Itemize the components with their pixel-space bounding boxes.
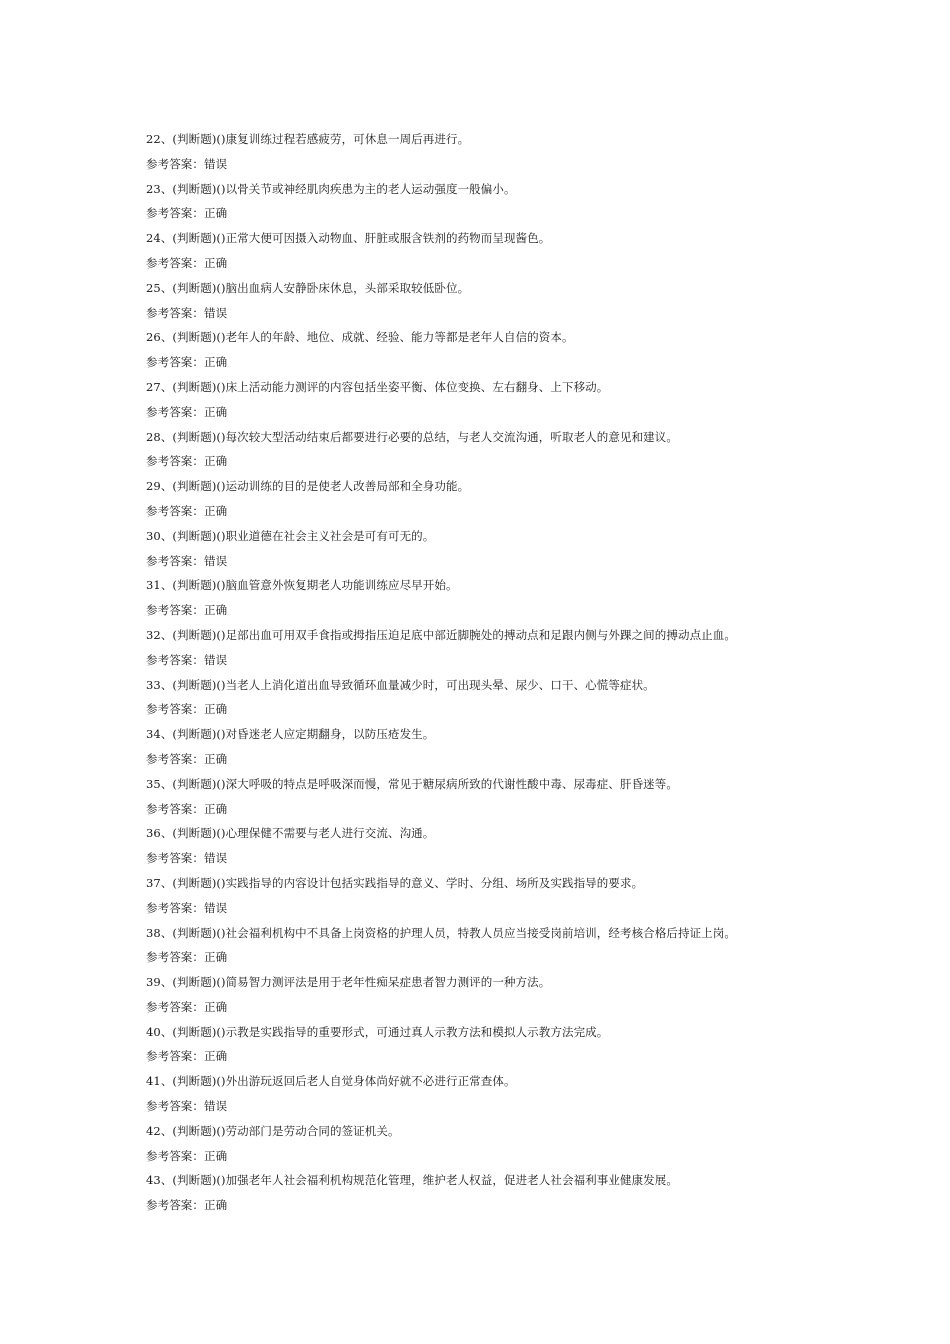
question-text: 27、(判断题)()床上活动能力测评的内容包括坐姿平衡、体位变换、左右翻身、上下移动。 [146,379,609,394]
question-text: 43、(判断题)()加强老年人社会福利机构规范化管理，维护老人权益，促进老人社会福利事业健康发展。 [146,1173,678,1188]
answer-text: 参考答案：正确 [146,801,228,816]
question-text: 41、(判断题)()外出游玩返回后老人自觉身体尚好就不必进行正常查体。 [146,1074,516,1089]
question-text: 31、(判断题)()脑血管意外恢复期老人功能训练应尽早开始。 [146,578,458,593]
answer-text: 参考答案：正确 [146,503,228,518]
answer-text: 参考答案：错误 [146,900,228,915]
answer-text: 参考答案：错误 [146,1099,228,1114]
answer-text: 参考答案：错误 [146,652,228,667]
question-text: 24、(判断题)()正常大便可因摄入动物血、肝脏或服含铁剂的药物而呈现酱色。 [146,231,551,246]
question-text: 29、(判断题)()运动训练的目的是使老人改善局部和全身功能。 [146,479,470,494]
answer-text: 参考答案：错误 [146,305,228,320]
answer-text: 参考答案：正确 [146,950,228,965]
answer-text: 参考答案：正确 [146,1198,228,1213]
question-text: 25、(判断题)()脑出血病人安静卧床休息，头部采取较低卧位。 [146,280,470,295]
answer-text: 参考答案：正确 [146,255,228,270]
question-text: 35、(判断题)()深大呼吸的特点是呼吸深而慢，常见于糖尿病所致的代谢性酸中毒、尿毒症、肝昏迷等。 [146,776,678,791]
question-text: 23、(判断题)()以骨关节或神经肌肉疾患为主的老人运动强度一般偏小。 [146,181,516,196]
answer-text: 参考答案：正确 [146,454,228,469]
question-text: 22、(判断题)()康复训练过程若感疲劳，可休息一周后再进行。 [146,132,470,146]
answer-text: 参考答案：正确 [146,702,228,717]
question-text: 32、(判断题)()足部出血可用双手食指或拇指压迫足底中部近脚腕处的搏动点和足跟内侧与外踝之间的搏动点止血。 [146,627,736,642]
question-text: 26、(判断题)()老年人的年龄、地位、成就、经验、能力等都是老年人自信的资本。 [146,330,574,345]
answer-text: 参考答案：错误 [146,553,228,568]
question-text: 28、(判断题)()每次较大型活动结束后都要进行必要的总结，与老人交流沟通，听取老人的意见和建议。 [146,429,678,444]
answer-text: 参考答案：错误 [146,851,228,866]
question-text: 33、(判断题)()当老人上消化道出血导致循环血量减少时，可出现头晕、尿少、口干、心慌等症状。 [146,677,655,692]
question-text: 36、(判断题)()心理保健不需要与老人进行交流、沟通。 [146,826,435,841]
question-text: 30、(判断题)()职业道德在社会主义社会是可有可无的。 [146,528,435,543]
question-text: 34、(判断题)()对昏迷老人应定期翻身，以防压疮发生。 [146,727,435,742]
answer-text: 参考答案：正确 [146,999,228,1014]
answer-text: 参考答案：正确 [146,355,228,370]
answer-text: 参考答案：正确 [146,1049,228,1064]
question-text: 38、(判断题)()社会福利机构中不具备上岗资格的护理人员，特教人员应当接受岗前培训，经考核合格后持证上岗。 [146,925,736,940]
answer-text: 参考答案：正确 [146,206,228,221]
question-text: 39、(判断题)()简易智力测评法是用于老年性痴呆症患者智力测评的一种方法。 [146,975,551,990]
answer-text: 参考答案：正确 [146,1148,228,1163]
answer-text: 参考答案：正确 [146,603,228,618]
answer-text: 参考答案：正确 [146,404,228,419]
question-text: 42、(判断题)()劳动部门是劳动合同的签证机关。 [146,1123,400,1138]
question-text: 40、(判断题)()示教是实践指导的重要形式，可通过真人示教方法和模拟人示教方法完成。 [146,1024,609,1039]
answer-text: 参考答案：错误 [146,156,228,171]
question-text: 37、(判断题)()实践指导的内容设计包括实践指导的意义、学时、分组、场所及实践指导的要求。 [146,875,644,890]
question-list [146,127,846,1218]
answer-text: 参考答案：正确 [146,751,228,766]
